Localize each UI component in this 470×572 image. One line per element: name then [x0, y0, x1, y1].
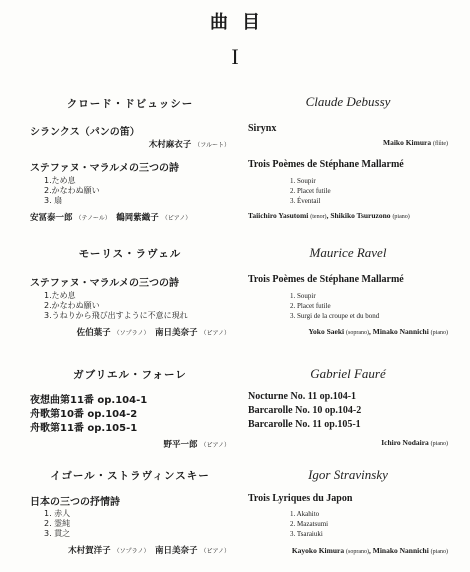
composer-jp: クロード・ドビュッシー: [66, 98, 194, 110]
performer-en: Maiko Kimura (flûte): [383, 138, 448, 147]
movement-jp: 2. 霊純: [44, 519, 71, 528]
work-jp: 日本の三つの抒情詩: [30, 497, 120, 508]
movement-list-jp: [30, 509, 230, 539]
performer-en: Ichiro Nodaira (piano): [381, 438, 448, 447]
work-jp: シランクス（パンの笛）: [30, 127, 140, 138]
movement-list-en: [248, 291, 448, 321]
movement-list-jp: [30, 291, 230, 321]
movement-en: 2. Placet futile: [290, 302, 331, 310]
work-jp: 夜想曲第11番 op.104-1: [30, 395, 148, 406]
performers-jp: 木村賀洋子 （ソプラノ） 南日美奈子 （ピアノ）: [68, 546, 230, 556]
part-numeral: I: [231, 44, 239, 69]
work-en: Nocturne No. 11 op.104-1: [248, 391, 357, 402]
work-en: Barcarolle No. 11 op.105-1: [248, 419, 361, 430]
movement-list-en: [248, 176, 448, 206]
composer-en: Gabriel Fauré: [310, 366, 386, 381]
movement-jp: 3.うねりから飛び出すように不意に現れ: [44, 311, 188, 320]
movement-list-en: [248, 509, 448, 539]
composer-en: Claude Debussy: [305, 94, 391, 109]
composer-en: Igor Stravinsky: [308, 467, 388, 482]
movement-en: 2. Placet futile: [290, 187, 331, 195]
work-en: Sirynx: [248, 123, 277, 134]
movement-en: 3. Éventail: [290, 197, 321, 205]
composer-jp: モーリス・ラヴェル: [78, 248, 182, 260]
performers-jp: 佐伯葉子 （ソプラノ） 南日美奈子 （ピアノ）: [76, 328, 230, 338]
movement-list-jp: [30, 176, 230, 206]
work-jp: 舟歌第10番 op.104-2: [30, 409, 138, 420]
movement-en: 3. Tsaraiuki: [290, 530, 323, 538]
performer-jp: 木村麻衣子 （フルート）: [148, 140, 230, 150]
work-en: Trois Poèmes de Stéphane Mallarmé: [248, 274, 404, 285]
program-title: 曲目: [210, 12, 274, 33]
work-jp: ステファヌ・マラルメの三つの詩: [30, 163, 179, 174]
work-en: Trois Lyriques du Japon: [248, 493, 353, 504]
movement-en: 3. Surgi de la croupe et du bond: [290, 312, 380, 320]
movement-jp: 3. 扇: [44, 196, 63, 205]
performer-jp: 野平一郎 （ピアノ）: [163, 440, 230, 450]
movement-jp: 3. 貫之: [44, 529, 71, 538]
work-jp: 舟歌第11番 op.105-1: [30, 423, 138, 434]
movement-jp: 2.かなわぬ願い: [44, 301, 100, 310]
performers-jp: 安冨泰一郎 （テノール） 鶴岡紫織子 （ピアノ）: [30, 213, 192, 223]
work-jp: ステファヌ・マラルメの三つの詩: [30, 278, 179, 289]
movement-en: 1. Soupir: [290, 177, 316, 185]
composer-jp: イゴール・ストラヴィンスキー: [50, 470, 210, 482]
performers-en: Taiichiro Yasutomi (tenor), Shikiko Tsuruzono (piano): [248, 211, 410, 220]
movement-jp: 2.かなわぬ願い: [44, 186, 100, 195]
movement-jp: 1.ため息: [44, 291, 76, 300]
movement-en: 1. Akahito: [290, 510, 320, 518]
movement-en: 2. Mazatsumi: [290, 520, 329, 528]
composer-en: Maurice Ravel: [309, 245, 387, 260]
work-en: Barcarolle No. 10 op.104-2: [248, 405, 362, 416]
composer-jp: ガブリエル・フォーレ: [73, 369, 187, 381]
work-en: Trois Poèmes de Stéphane Mallarmé: [248, 159, 404, 170]
movement-en: 1. Soupir: [290, 292, 316, 300]
movement-jp: 1.ため息: [44, 176, 76, 185]
performers-en: Yoko Saeki (soprano), Minako Nannichi (piano): [308, 327, 448, 336]
performers-en: Kayoko Kimura (soprano), Minako Nannichi (piano): [291, 546, 448, 555]
movement-jp: 1. 赤人: [44, 509, 71, 518]
